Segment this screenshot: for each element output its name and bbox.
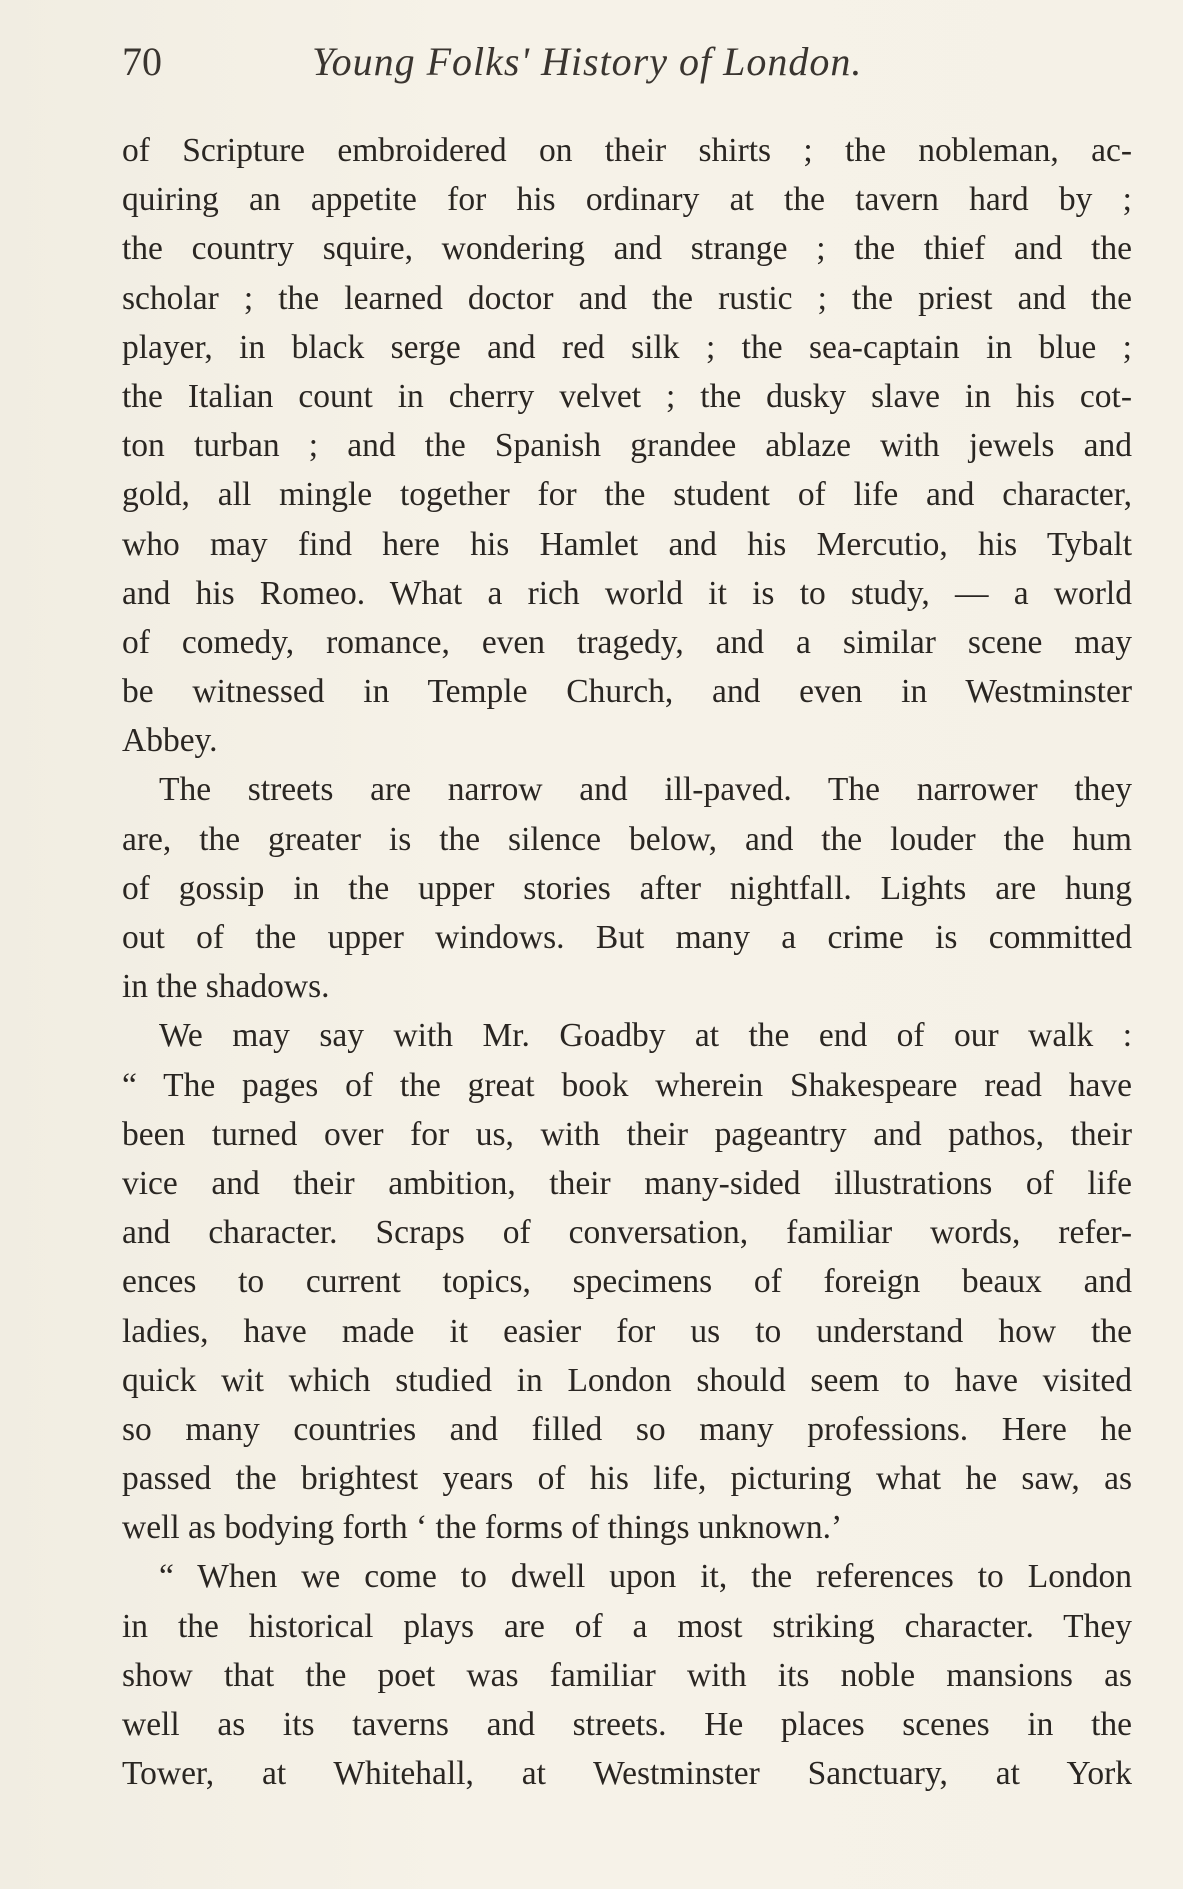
text-line: well as its taverns and streets. He places scenes in the <box>122 1706 1132 1743</box>
body-text <box>122 126 1132 1798</box>
text-line: well as bodying forth ‘ the forms of things unknown.’ <box>122 1509 843 1547</box>
text-line: player, in black serge and red silk ; the sea-captain in blue ; <box>122 328 1132 366</box>
text-line: ences to current topics, specimens of foreign beaux and <box>122 1263 1132 1301</box>
text-line: the country squire, wondering and strange ; the thief and the <box>122 230 1132 268</box>
text-line: and his Romeo. What a rich world it is to study, — a world <box>122 574 1132 612</box>
text-line: show that the poet was familiar with its noble mansions as <box>122 1656 1132 1694</box>
text-line: The streets are narrow and ill-paved. The narrower they <box>159 771 1132 809</box>
text-line: in the shadows. <box>122 968 330 1006</box>
running-title: Young Folks' History of London. <box>312 39 863 84</box>
text-line: ladies, have made it easier for us to understand how the <box>122 1312 1132 1350</box>
text-line: Tower, at Whitehall, at Westminster Sanctuary, at York <box>122 1755 1132 1793</box>
text-line: been turned over for us, with their pageantry and pathos, their <box>122 1115 1132 1153</box>
text-line: so many countries and filled so many professions. Here he <box>122 1410 1132 1448</box>
text-line: of Scripture embroidered on their shirts ; the nobleman, ac- <box>122 132 1132 169</box>
text-line: We may say with Mr. Goadby at the end of our walk : <box>159 1017 1132 1055</box>
text-line: quiring an appetite for his ordinary at the tavern hard by ; <box>122 181 1132 219</box>
text-line: out of the upper windows. But many a crime is committed <box>122 919 1132 956</box>
text-line: scholar ; the learned doctor and the rustic ; the priest and the <box>122 279 1132 317</box>
text-line: vice and their ambition, their many-sided illustrations of life <box>122 1164 1132 1202</box>
text-line: of gossip in the upper stories after nightfall. Lights are hung <box>122 869 1132 907</box>
text-line: and character. Scraps of conversation, familiar words, refer- <box>122 1214 1132 1252</box>
text-line: quick wit which studied in London should seem to have visited <box>122 1361 1132 1399</box>
text-line: be witnessed in Temple Church, and even in Westminster <box>122 673 1132 711</box>
page-number: 70 <box>122 39 162 84</box>
page-header <box>122 38 1132 98</box>
text-line: passed the brightest years of his life, picturing what he saw, as <box>122 1460 1132 1498</box>
text-line: gold, all mingle together for the student of life and character, <box>122 476 1132 514</box>
text-line: are, the greater is the silence below, and the louder the hum <box>122 820 1132 858</box>
text-line: who may find here his Hamlet and his Mercutio, his Tybalt <box>122 525 1132 563</box>
text-line: “ The pages of the great book wherein Shakespeare read have <box>122 1066 1132 1104</box>
text-line: “ When we come to dwell upon it, the references to London <box>159 1558 1132 1596</box>
text-line: in the historical plays are of a most striking character. They <box>122 1607 1132 1645</box>
text-line: of comedy, romance, even tragedy, and a similar scene may <box>122 623 1132 661</box>
text-line: Abbey. <box>122 722 218 760</box>
text-line: the Italian count in cherry velvet ; the dusky slave in his cot- <box>122 377 1132 415</box>
text-line: ton turban ; and the Spanish grandee ablaze with jewels and <box>122 427 1132 465</box>
